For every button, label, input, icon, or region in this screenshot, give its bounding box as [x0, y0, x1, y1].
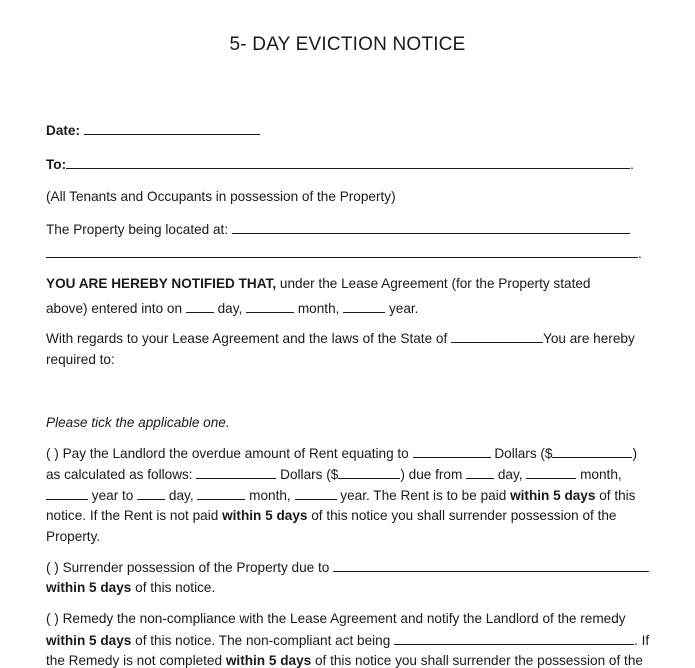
opt2-within-5-days: within 5 days	[46, 580, 132, 595]
opt1-row-2	[46, 466, 622, 482]
opt1-month-word: month,	[580, 467, 622, 482]
entered-label: above) entered into on	[46, 301, 183, 316]
month-word: month,	[297, 301, 340, 316]
opt1-year-paid: year. The Rent is to be paid	[340, 488, 507, 503]
opt2-of-notice: of this notice.	[135, 580, 216, 595]
opt1-day-word-2: day,	[168, 488, 194, 503]
opt3-remedy-checkbox-text[interactable]: ( ) Remedy the non-compliance with the Lease Agreement and notify the Landlord of the remedy	[46, 611, 626, 626]
opt1-within-5-days-2: within 5 days	[222, 508, 308, 523]
opt1-surrender-text: of this notice you shall surrender possession of the	[311, 508, 617, 523]
opt1-from-month-blank[interactable]	[526, 466, 576, 479]
opt1-row-3	[46, 487, 635, 503]
opt1-year-to: year to	[91, 488, 134, 503]
to-row	[46, 156, 634, 172]
year-word: year.	[388, 301, 419, 316]
notified-row	[46, 276, 590, 291]
opt1-property-word: Property.	[46, 529, 101, 544]
opt1-calc-words-blank[interactable]	[196, 466, 276, 479]
opt1-from-day-blank[interactable]	[466, 466, 494, 479]
opt1-close-paren: )	[632, 446, 638, 461]
opt3-act-blank[interactable]	[394, 632, 634, 645]
to-label: To:	[46, 157, 67, 172]
opt1-pay-checkbox-text[interactable]: ( ) Pay the Landlord the overdue amount of Rent equating to	[46, 446, 409, 461]
opt1-row-1	[46, 445, 637, 461]
entered-row	[46, 300, 418, 316]
opt1-dollars-label: Dollars ($	[494, 446, 553, 461]
opt1-day-word: day,	[497, 467, 523, 482]
state-blank[interactable]	[451, 330, 543, 343]
regards-row	[46, 330, 635, 346]
opt1-dollars-label-2: Dollars ($	[280, 467, 339, 482]
hereby-text: You are hereby	[543, 331, 635, 346]
entered-year-blank[interactable]	[343, 300, 385, 313]
to-blank[interactable]	[66, 156, 630, 169]
opt2-reason-blank[interactable]	[333, 559, 649, 572]
opt3-surrender-tail: of this notice you shall surrender the possession of the	[314, 653, 643, 668]
opt1-amount-blank[interactable]	[552, 445, 632, 458]
opt3-remedy-not: the Remedy is not completed	[46, 653, 223, 668]
opt1-of-this: of this	[599, 488, 636, 503]
opt3-within-5-days: within 5 days	[46, 633, 132, 648]
opt1-row-4	[46, 508, 617, 523]
opt1-calc-amount-blank[interactable]	[338, 466, 400, 479]
tick-note: Please tick the applicable one.	[46, 415, 230, 430]
opt1-within-5-days: within 5 days	[510, 488, 596, 503]
opt1-month-word-2: month,	[249, 488, 291, 503]
notified-text: under the Lease Agreement (for the Property stated	[276, 276, 591, 291]
date-blank[interactable]	[84, 122, 260, 135]
opt1-amount-words-blank[interactable]	[413, 445, 491, 458]
tenants-note: (All Tenants and Occupants in possession of the Property)	[46, 189, 396, 204]
day-word: day,	[217, 301, 243, 316]
opt1-notice-if: notice. If the Rent is not paid	[46, 508, 219, 523]
date-label: Date:	[46, 123, 80, 138]
entered-month-blank[interactable]	[246, 300, 294, 313]
regards-text: With regards to your Lease Agreement and the laws of the State of	[46, 331, 448, 346]
property-blank-1[interactable]	[232, 221, 630, 234]
opt1-calculated: as calculated as follows:	[46, 467, 193, 482]
opt1-from-year-blank[interactable]	[46, 487, 88, 500]
required-text: required to:	[46, 352, 115, 367]
opt1-to-year-blank[interactable]	[295, 487, 337, 500]
date-row	[46, 122, 260, 138]
opt1-to-month-blank[interactable]	[197, 487, 245, 500]
property-row-2	[46, 245, 642, 261]
opt3-row-3	[46, 653, 643, 668]
to-period: .	[630, 157, 634, 172]
property-period: .	[638, 246, 642, 261]
property-label: The Property being located at:	[46, 222, 229, 237]
property-row	[46, 221, 630, 237]
notified-heading: YOU ARE HEREBY NOTIFIED THAT,	[46, 276, 277, 291]
opt1-due-from: ) due from	[400, 467, 463, 482]
opt1-to-day-blank[interactable]	[137, 487, 165, 500]
opt3-within-5-days-2: within 5 days	[225, 653, 312, 668]
opt3-noncompliant: of this notice. The non-compliant act being	[135, 633, 391, 648]
opt2-row-1	[46, 559, 649, 575]
entered-day-blank[interactable]	[186, 300, 214, 313]
opt3-row-2	[46, 632, 649, 648]
opt3-if: . If	[634, 633, 650, 648]
page-title: 5- DAY EVICTION NOTICE	[229, 34, 466, 55]
opt2-row-2	[46, 580, 215, 595]
opt2-surrender-checkbox-text[interactable]: ( ) Surrender possession of the Property due to	[46, 560, 330, 575]
property-blank-2[interactable]	[46, 245, 638, 258]
